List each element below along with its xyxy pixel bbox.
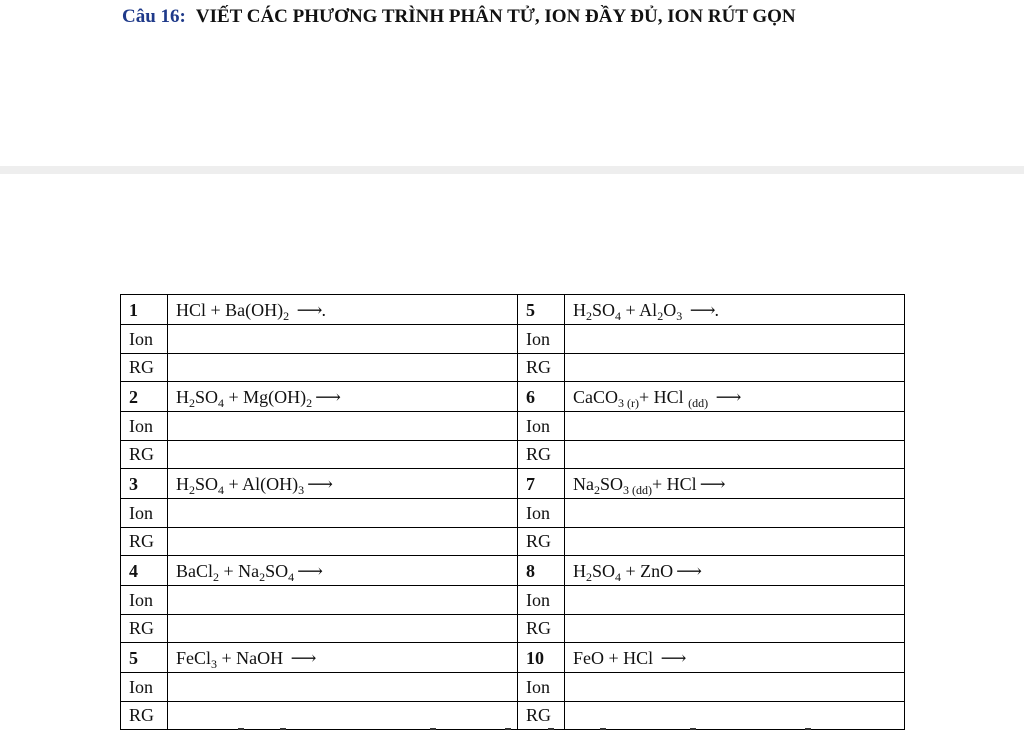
cropped-text-edge	[0, 728, 1024, 734]
reaction-equation	[565, 382, 905, 412]
ion-label: Ion	[121, 325, 168, 354]
question-text: VIẾT CÁC PHƯƠNG TRÌNH PHÂN TỬ, ION ĐẦY ĐỦ, ION RÚT GỌN	[195, 6, 796, 27]
reaction-equation	[565, 643, 905, 673]
document-page-top	[0, 0, 1024, 166]
answer-cell	[565, 499, 905, 528]
formula-text: O	[663, 299, 677, 320]
subscript: 2	[283, 308, 290, 323]
rg-row	[121, 701, 905, 730]
formula-text	[289, 300, 294, 320]
ion-row	[121, 325, 905, 354]
answer-cell	[168, 440, 518, 469]
formula-text	[708, 387, 713, 407]
page-gap	[0, 166, 1024, 174]
equations-table	[120, 294, 905, 730]
subscript: 2	[586, 308, 592, 323]
formula-text: H	[176, 386, 189, 407]
formula-text: FeCl	[176, 647, 212, 668]
answer-cell	[168, 701, 518, 730]
formula-text: .	[321, 299, 326, 320]
reaction-equation	[168, 643, 518, 673]
ion-label: Ion	[518, 673, 565, 702]
ion-label: Ion	[121, 586, 168, 615]
reaction-number: 3	[121, 469, 168, 499]
ion-label: Ion	[518, 325, 565, 354]
reaction-row	[121, 469, 905, 499]
reaction-equation	[168, 382, 518, 412]
ion-label: Ion	[121, 412, 168, 441]
formula-text: H	[573, 299, 586, 320]
formula-text: + HCl	[639, 386, 689, 407]
formula-text: SO	[195, 386, 219, 407]
formula-text: Na	[573, 473, 594, 494]
subscript: 4	[288, 569, 295, 584]
reaction-number: 2	[121, 382, 168, 412]
ion-row	[121, 586, 905, 615]
reaction-arrow-icon: ⟶	[676, 560, 701, 581]
answer-cell	[565, 673, 905, 702]
formula-text: CaCO	[573, 386, 618, 407]
answer-cell	[168, 325, 518, 354]
formula-text: H	[176, 473, 189, 494]
reaction-number: 1	[121, 295, 168, 325]
equations-table-body	[121, 295, 905, 730]
answer-cell	[565, 614, 905, 643]
reaction-arrow-icon: ⟶	[296, 299, 322, 320]
subscript: 2	[189, 395, 195, 410]
subscript: 2	[594, 482, 600, 497]
formula-text: + ZnO	[621, 560, 674, 581]
ion-row	[121, 673, 905, 702]
formula-text: FeO + HCl	[573, 647, 658, 668]
ion-label: Ion	[518, 586, 565, 615]
page-title	[122, 6, 796, 28]
formula-text: + NaOH	[217, 647, 288, 668]
ion-label: Ion	[121, 499, 168, 528]
formula-text: SO	[265, 560, 289, 581]
ion-label: Ion	[518, 499, 565, 528]
rg-label: RG	[121, 440, 168, 469]
reaction-row	[121, 643, 905, 673]
formula-text: SO	[592, 560, 616, 581]
formula-text: + Na	[219, 560, 260, 581]
rg-label: RG	[121, 614, 168, 643]
rg-label: RG	[121, 701, 168, 730]
answer-cell	[565, 412, 905, 441]
reaction-arrow-icon: ⟶	[290, 647, 316, 668]
answer-cell	[565, 440, 905, 469]
reaction-equation	[168, 295, 518, 325]
reaction-number: 7	[518, 469, 565, 499]
reaction-equation	[565, 295, 905, 325]
subscript: 4	[615, 308, 622, 323]
reaction-number: 8	[518, 556, 565, 586]
reaction-arrow-icon: ⟶	[660, 647, 686, 668]
rg-label: RG	[121, 353, 168, 382]
rg-row	[121, 527, 905, 556]
formula-text: BaCl	[176, 560, 214, 581]
answer-cell	[565, 325, 905, 354]
formula-text: HCl + Ba(OH)	[176, 299, 284, 320]
reaction-arrow-icon: ⟶	[307, 473, 332, 494]
rg-label: RG	[518, 353, 565, 382]
rg-label: RG	[518, 440, 565, 469]
formula-text: .	[714, 299, 719, 320]
reaction-number: 5	[121, 643, 168, 673]
reaction-number: 4	[121, 556, 168, 586]
rg-label: RG	[121, 527, 168, 556]
subscript: 3 (r)	[618, 395, 639, 410]
rg-row	[121, 353, 905, 382]
answer-cell	[565, 701, 905, 730]
rg-label: RG	[518, 701, 565, 730]
answer-cell	[565, 527, 905, 556]
reaction-arrow-icon: ⟶	[699, 473, 725, 494]
subscript: 4	[218, 395, 225, 410]
subscript: 4	[218, 482, 225, 497]
ion-row	[121, 412, 905, 441]
reaction-arrow-icon: ⟶	[715, 386, 741, 407]
formula-text: SO	[592, 299, 616, 320]
answer-cell	[168, 499, 518, 528]
reaction-arrow-icon: ⟶	[689, 299, 715, 320]
formula-text: H	[573, 560, 586, 581]
formula-text: SO	[600, 473, 624, 494]
reaction-arrow-icon: ⟶	[297, 560, 322, 581]
subscript: 2	[306, 395, 313, 410]
subscript: 2	[657, 308, 664, 323]
ion-label: Ion	[121, 673, 168, 702]
rg-label: RG	[518, 527, 565, 556]
formula-text: + Mg(OH)	[224, 386, 307, 407]
answer-cell	[168, 586, 518, 615]
subscript: 3 (dd)	[623, 482, 653, 497]
rg-label: RG	[518, 614, 565, 643]
reaction-row	[121, 382, 905, 412]
answer-cell	[565, 586, 905, 615]
subscript: 2	[213, 569, 220, 584]
formula-text: + HCl	[652, 473, 697, 494]
reaction-row	[121, 295, 905, 325]
formula-text	[682, 300, 687, 320]
reaction-row	[121, 556, 905, 586]
subscript: 4	[615, 569, 622, 584]
subscript: 3	[676, 308, 683, 323]
answer-cell	[168, 527, 518, 556]
subscript: 3	[298, 482, 305, 497]
ion-row	[121, 499, 905, 528]
reaction-number: 6	[518, 382, 565, 412]
reaction-arrow-icon: ⟶	[315, 386, 340, 407]
formula-text: SO	[195, 473, 219, 494]
answer-cell	[565, 353, 905, 382]
formula-text: + Al	[621, 299, 658, 320]
reaction-equation	[565, 469, 905, 499]
subscript: 2	[259, 569, 266, 584]
rg-row	[121, 440, 905, 469]
answer-cell	[168, 412, 518, 441]
subscript: (dd)	[688, 395, 709, 410]
rg-row	[121, 614, 905, 643]
ion-label: Ion	[518, 412, 565, 441]
formula-text: + Al(OH)	[224, 473, 299, 494]
subscript: 2	[586, 569, 592, 584]
answer-cell	[168, 614, 518, 643]
reaction-number: 5	[518, 295, 565, 325]
reaction-equation	[565, 556, 905, 586]
reaction-number: 10	[518, 643, 565, 673]
answer-cell	[168, 353, 518, 382]
subscript: 2	[189, 482, 195, 497]
question-number: Câu 16:	[122, 6, 186, 27]
subscript: 3	[211, 656, 218, 671]
reaction-equation	[168, 469, 518, 499]
answer-cell	[168, 673, 518, 702]
reaction-equation	[168, 556, 518, 586]
